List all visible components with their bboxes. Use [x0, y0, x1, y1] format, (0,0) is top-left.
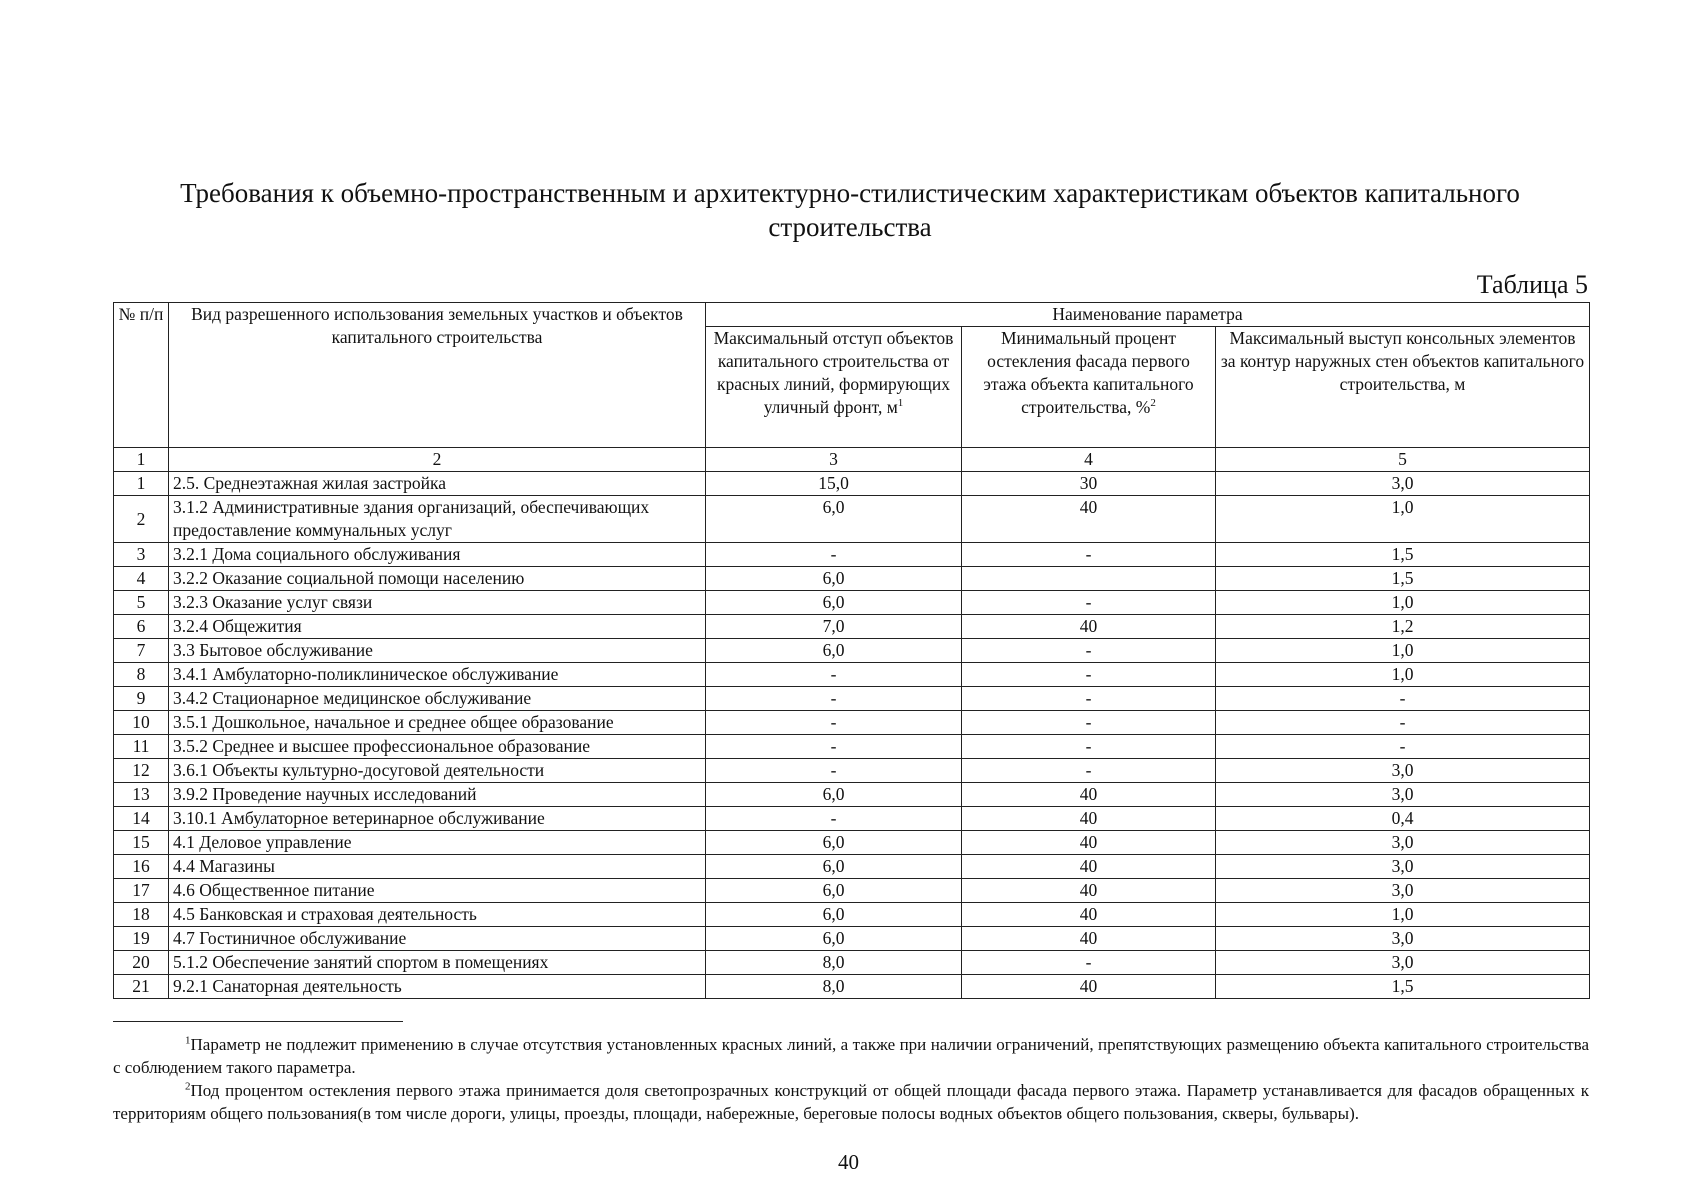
cantilever-cell: -	[1216, 711, 1590, 735]
cantilever-cell: 1,0	[1216, 663, 1590, 687]
header-parameter-group: Наименование параметра	[706, 303, 1590, 327]
land-use-cell: 2.5. Среднеэтажная жилая застройка	[169, 472, 706, 496]
setback-cell: 6,0	[706, 591, 962, 615]
column-number: 4	[962, 448, 1216, 472]
cantilever-cell: -	[1216, 735, 1590, 759]
row-number-cell: 21	[114, 975, 169, 999]
glazing-cell: -	[962, 735, 1216, 759]
cantilever-cell: 3,0	[1216, 472, 1590, 496]
land-use-cell: 3.6.1 Объекты культурно-досуговой деятельности	[169, 759, 706, 783]
header-number: № п/п	[114, 303, 169, 448]
glazing-cell: 40	[962, 975, 1216, 999]
cantilever-cell: 3,0	[1216, 759, 1590, 783]
row-number-cell: 9	[114, 687, 169, 711]
setback-cell: 6,0	[706, 496, 962, 543]
header-land-use: Вид разрешенного использования земельных участков и объектов капитального строительства	[169, 303, 706, 448]
row-number-cell: 20	[114, 951, 169, 975]
column-number: 3	[706, 448, 962, 472]
table-row	[114, 615, 1590, 639]
land-use-cell: 9.2.1 Санаторная деятельность	[169, 975, 706, 999]
row-number-cell: 1	[114, 472, 169, 496]
cantilever-cell: 3,0	[1216, 831, 1590, 855]
glazing-cell: 40	[962, 496, 1216, 543]
glazing-cell: -	[962, 711, 1216, 735]
land-use-cell: 3.1.2 Административные здания организаций, обеспечивающих предоставление коммунальных услуг	[169, 496, 706, 543]
setback-cell: -	[706, 663, 962, 687]
table-row	[114, 567, 1590, 591]
land-use-cell: 3.3 Бытовое обслуживание	[169, 639, 706, 663]
setback-cell: 6,0	[706, 903, 962, 927]
row-number-cell: 4	[114, 567, 169, 591]
table-row	[114, 783, 1590, 807]
header-max-setback	[706, 327, 962, 448]
table-row	[114, 687, 1590, 711]
row-number-cell: 14	[114, 807, 169, 831]
column-number-row	[114, 448, 1590, 472]
row-number-cell: 15	[114, 831, 169, 855]
footnote-ref-2: 2	[1150, 397, 1156, 410]
row-number-cell: 3	[114, 543, 169, 567]
setback-cell: 6,0	[706, 639, 962, 663]
setback-cell: 6,0	[706, 831, 962, 855]
footnote-2	[113, 1079, 1589, 1125]
footnote-text: Параметр не подлежит применению в случае отсутствия установленных красных линий, а также при наличии ограничений, препятствующих размещению объекта капитального строительства с соблюдением такого параметра.	[113, 1035, 1589, 1077]
glazing-cell: 40	[962, 903, 1216, 927]
cantilever-cell: 3,0	[1216, 855, 1590, 879]
requirements-table	[113, 302, 1590, 999]
land-use-cell: 3.2.3 Оказание услуг связи	[169, 591, 706, 615]
cantilever-cell: 1,5	[1216, 543, 1590, 567]
column-number: 1	[114, 448, 169, 472]
setback-cell: -	[706, 735, 962, 759]
cantilever-cell: -	[1216, 687, 1590, 711]
land-use-cell: 3.5.1 Дошкольное, начальное и среднее общее образование	[169, 711, 706, 735]
setback-cell: 6,0	[706, 783, 962, 807]
footnote-divider	[113, 1021, 403, 1022]
row-number-cell: 8	[114, 663, 169, 687]
setback-cell: 6,0	[706, 927, 962, 951]
table-row	[114, 496, 1590, 543]
cantilever-cell: 1,0	[1216, 639, 1590, 663]
glazing-cell: -	[962, 663, 1216, 687]
row-number-cell: 5	[114, 591, 169, 615]
setback-cell: -	[706, 759, 962, 783]
cantilever-cell: 3,0	[1216, 927, 1590, 951]
row-number-cell: 13	[114, 783, 169, 807]
row-number-cell: 11	[114, 735, 169, 759]
setback-cell: 8,0	[706, 951, 962, 975]
land-use-cell: 3.2.2 Оказание социальной помощи населению	[169, 567, 706, 591]
row-number-cell: 19	[114, 927, 169, 951]
land-use-cell: 3.2.1 Дома социального обслуживания	[169, 543, 706, 567]
page-number: 40	[838, 1150, 859, 1174]
glazing-cell: 40	[962, 927, 1216, 951]
setback-cell: 6,0	[706, 855, 962, 879]
table-row	[114, 807, 1590, 831]
glazing-cell: 40	[962, 855, 1216, 879]
row-number-cell: 6	[114, 615, 169, 639]
glazing-cell: -	[962, 759, 1216, 783]
land-use-cell: 4.7 Гостиничное обслуживание	[169, 927, 706, 951]
land-use-cell: 5.1.2 Обеспечение занятий спортом в помещениях	[169, 951, 706, 975]
glazing-cell: -	[962, 951, 1216, 975]
glazing-cell: 40	[962, 831, 1216, 855]
column-number: 5	[1216, 448, 1590, 472]
table-label: Таблица 5	[1476, 270, 1588, 299]
row-number-cell: 16	[114, 855, 169, 879]
land-use-cell: 4.1 Деловое управление	[169, 831, 706, 855]
cantilever-cell: 3,0	[1216, 783, 1590, 807]
table-row	[114, 663, 1590, 687]
table-row	[114, 831, 1590, 855]
row-number-cell: 18	[114, 903, 169, 927]
setback-cell: -	[706, 807, 962, 831]
document-title: Требования к объемно-пространственным и архитектурно-стилистическим характеристикам объектов капитального строительства	[180, 178, 1520, 242]
table-row	[114, 639, 1590, 663]
land-use-cell: 3.4.2 Стационарное медицинское обслуживание	[169, 687, 706, 711]
setback-cell: 6,0	[706, 567, 962, 591]
cantilever-cell: 1,0	[1216, 903, 1590, 927]
setback-cell: -	[706, 543, 962, 567]
setback-cell: 15,0	[706, 472, 962, 496]
column-number: 2	[169, 448, 706, 472]
table-row	[114, 855, 1590, 879]
land-use-cell: 3.4.1 Амбулаторно-поликлиническое обслуживание	[169, 663, 706, 687]
land-use-cell: 4.6 Общественное питание	[169, 879, 706, 903]
table-row	[114, 711, 1590, 735]
table-row	[114, 543, 1590, 567]
setback-cell: -	[706, 711, 962, 735]
cantilever-cell: 0,4	[1216, 807, 1590, 831]
cantilever-cell: 3,0	[1216, 879, 1590, 903]
cantilever-cell: 1,5	[1216, 567, 1590, 591]
table-row	[114, 975, 1590, 999]
setback-cell: 7,0	[706, 615, 962, 639]
glazing-cell: 40	[962, 807, 1216, 831]
glazing-cell: -	[962, 543, 1216, 567]
header-min-glazing-text: Минимальный процент остекления фасада первого этажа объекта капитального строительства, %	[983, 328, 1194, 417]
table-row	[114, 472, 1590, 496]
land-use-cell: 3.9.2 Проведение научных исследований	[169, 783, 706, 807]
row-number-cell: 10	[114, 711, 169, 735]
footnote-text: Под процентом остекления первого этажа принимается доля светопрозрачных конструкций от общей площади фасада первого этажа. Параметр устанавливается для фасадов обращенных к территориям общего пользования(в том числе дороги, улицы, проезды, площади, набережные, береговые полосы водных объектов общего пользования, скверы, бульвары).	[113, 1081, 1589, 1123]
glazing-cell	[962, 567, 1216, 591]
table-row	[114, 759, 1590, 783]
footnote-1	[113, 1033, 1589, 1079]
land-use-cell: 3.10.1 Амбулаторное ветеринарное обслуживание	[169, 807, 706, 831]
cantilever-cell: 3,0	[1216, 951, 1590, 975]
table-row	[114, 903, 1590, 927]
land-use-cell: 4.5 Банковская и страховая деятельность	[169, 903, 706, 927]
land-use-cell: 3.2.4 Общежития	[169, 615, 706, 639]
setback-cell: -	[706, 687, 962, 711]
table-row	[114, 735, 1590, 759]
row-number-cell: 12	[114, 759, 169, 783]
glazing-cell: 40	[962, 879, 1216, 903]
table-row	[114, 879, 1590, 903]
setback-cell: 8,0	[706, 975, 962, 999]
footnote-mark: 2	[185, 1080, 191, 1093]
table-row	[114, 591, 1590, 615]
row-number-cell: 17	[114, 879, 169, 903]
glazing-cell: 40	[962, 783, 1216, 807]
row-number-cell: 2	[114, 496, 169, 543]
footnotes	[113, 1033, 1589, 1125]
cantilever-cell: 1,0	[1216, 496, 1590, 543]
header-min-glazing	[962, 327, 1216, 448]
glazing-cell: 30	[962, 472, 1216, 496]
footnote-ref-1: 1	[897, 397, 904, 410]
cantilever-cell: 1,0	[1216, 591, 1590, 615]
header-max-setback-text: Максимальный отступ объектов капитального строительства от красных линий, формирующих уличный фронт, м	[713, 328, 954, 417]
setback-cell: 6,0	[706, 879, 962, 903]
header-max-cantilever: Максимальный выступ консольных элементов за контур наружных стен объектов капитального строительства, м	[1216, 327, 1590, 448]
cantilever-cell: 1,5	[1216, 975, 1590, 999]
glazing-cell: -	[962, 591, 1216, 615]
glazing-cell: -	[962, 687, 1216, 711]
land-use-cell: 4.4 Магазины	[169, 855, 706, 879]
row-number-cell: 7	[114, 639, 169, 663]
footnote-mark: 1	[185, 1034, 191, 1047]
table-row	[114, 951, 1590, 975]
table-row	[114, 927, 1590, 951]
glazing-cell: -	[962, 639, 1216, 663]
table-header-row	[114, 303, 1590, 327]
land-use-cell: 3.5.2 Среднее и высшее профессиональное образование	[169, 735, 706, 759]
cantilever-cell: 1,2	[1216, 615, 1590, 639]
glazing-cell: 40	[962, 615, 1216, 639]
